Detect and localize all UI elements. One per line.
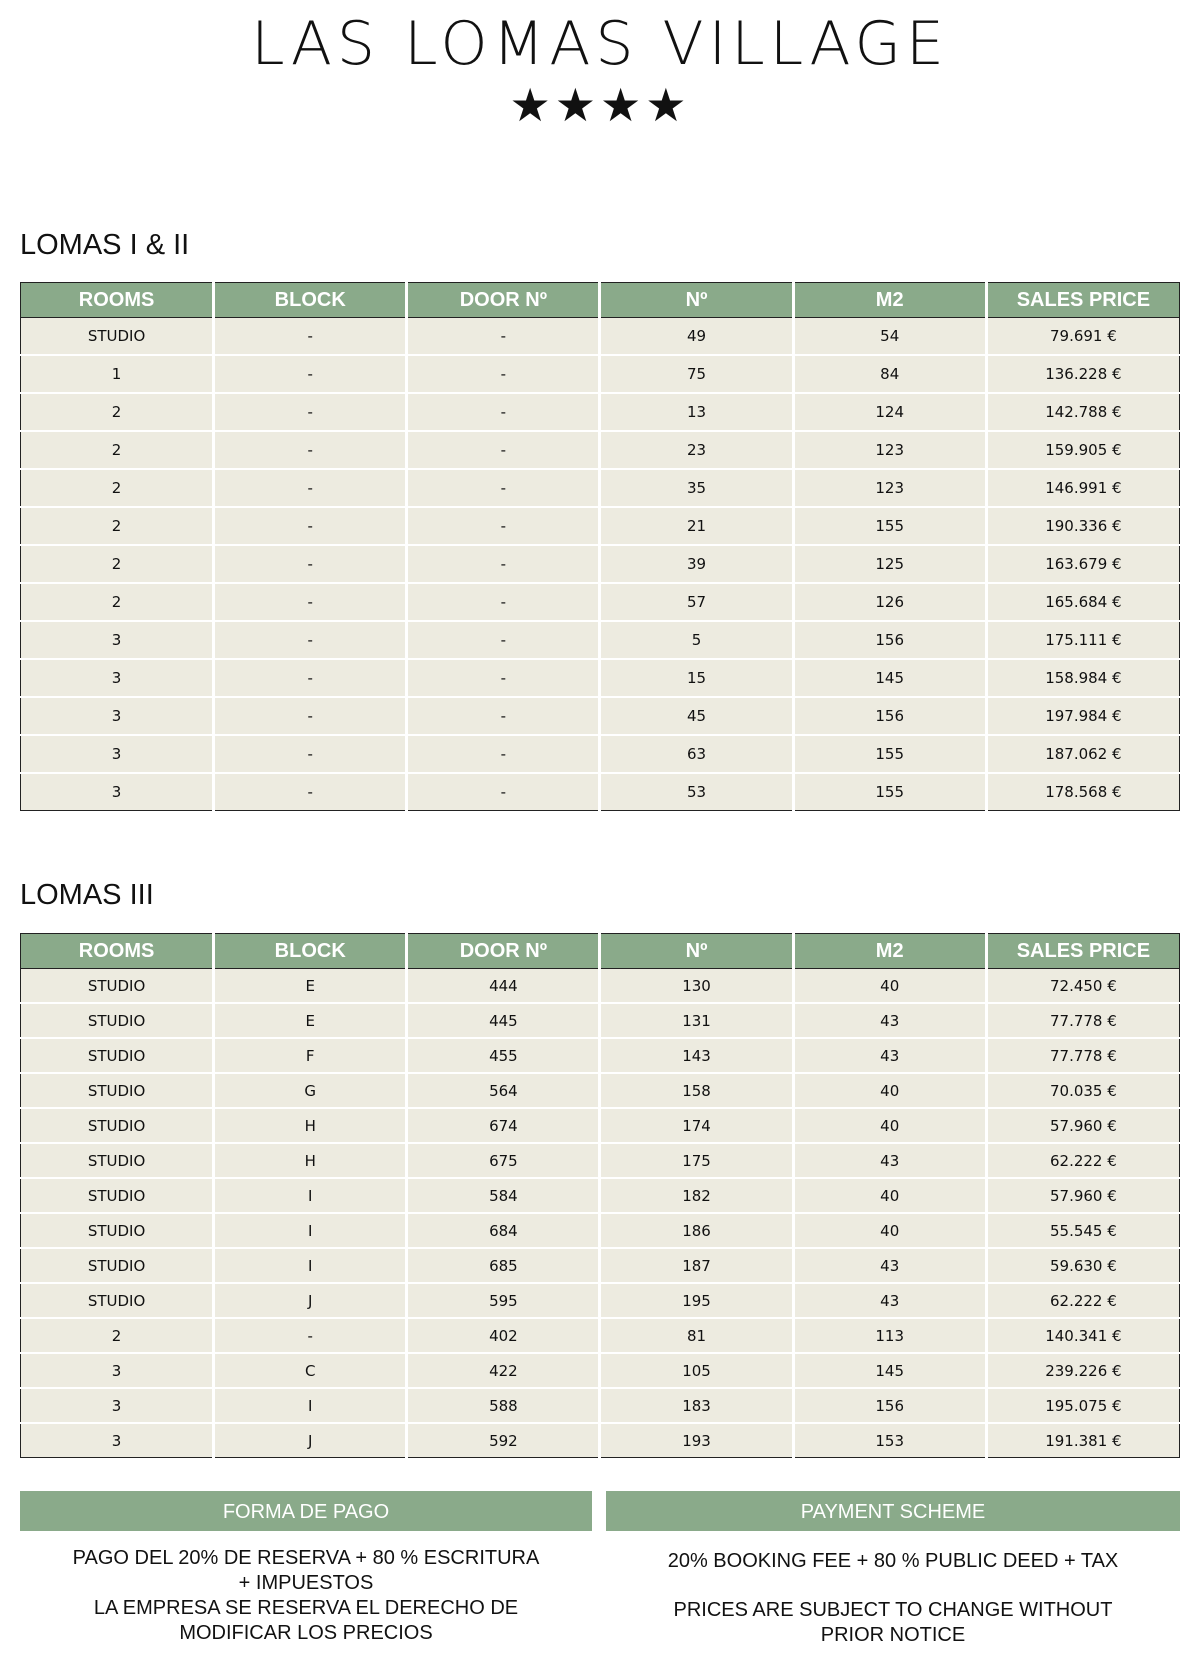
cell-sales-price: 79.691 € [986,318,1179,356]
cell-number: 187 [600,1248,793,1283]
payment-terms-es [20,1546,592,1646]
cell-sales-price: 72.450 € [986,969,1179,1004]
cell-rooms: 3 [21,1353,214,1388]
cell-sales-price: 175.111 € [986,621,1179,659]
cell-block: - [214,507,407,545]
cell-rooms: 2 [21,469,214,507]
cell-sales-price: 59.630 € [986,1248,1179,1283]
brand-title: LAS LOMAS VILLAGE [251,9,949,79]
cell-m2: 123 [793,431,986,469]
payment-terms-es-line: LA EMPRESA SE RESERVA EL DERECHO DE [93,1597,519,1619]
cell-rooms: STUDIO [21,318,214,356]
cell-m2: 43 [793,1248,986,1283]
table-header-row [21,283,1180,318]
cell-sales-price: 77.778 € [986,1038,1179,1073]
cell-number: 158 [600,1073,793,1108]
cell-door: 422 [407,1353,600,1388]
table-row [21,735,1180,773]
cell-m2: 155 [793,507,986,545]
cell-block: I [214,1388,407,1423]
cell-rooms: 1 [21,355,214,393]
table-row [21,1423,1180,1458]
table-row [21,1108,1180,1143]
table-row [21,659,1180,697]
cell-block: E [214,1003,407,1038]
cell-block: - [214,469,407,507]
cell-number: 49 [600,318,793,356]
table-row [21,1213,1180,1248]
cell-block: H [214,1108,407,1143]
column-header-m2: M2 [793,934,986,969]
table-row [21,697,1180,735]
cell-block: - [214,735,407,773]
table-row [21,507,1180,545]
table-row [21,545,1180,583]
cell-sales-price: 140.341 € [986,1318,1179,1353]
cell-door: - [407,735,600,773]
column-header-number: Nº [600,283,793,318]
cell-m2: 43 [793,1003,986,1038]
cell-door: 595 [407,1283,600,1318]
column-header-rooms: ROOMS [21,934,214,969]
cell-block: - [214,431,407,469]
cell-m2: 123 [793,469,986,507]
cell-m2: 156 [793,621,986,659]
cell-sales-price: 62.222 € [986,1283,1179,1318]
cell-block: I [214,1248,407,1283]
cell-m2: 113 [793,1318,986,1353]
cell-block: - [214,697,407,735]
payment-terms-en-line: PRIOR NOTICE [820,1624,966,1646]
table-row [21,469,1180,507]
cell-door: 675 [407,1143,600,1178]
cell-m2: 153 [793,1423,986,1458]
column-header-sales-price: SALES PRICE [986,934,1179,969]
payment-terms-es-line: PAGO DEL 20% DE RESERVA + 80 % ESCRITURA [72,1547,540,1569]
cell-rooms: STUDIO [21,1108,214,1143]
table-row [21,1143,1180,1178]
cell-number: 21 [600,507,793,545]
cell-door: - [407,355,600,393]
payment-heading-es: FORMA DE PAGO [20,1491,592,1531]
cell-door: 584 [407,1178,600,1213]
cell-number: 174 [600,1108,793,1143]
cell-rooms: STUDIO [21,1213,214,1248]
cell-m2: 145 [793,659,986,697]
cell-sales-price: 239.226 € [986,1353,1179,1388]
cell-number: 193 [600,1423,793,1458]
cell-m2: 40 [793,1178,986,1213]
table-body [21,318,1180,811]
cell-sales-price: 190.336 € [986,507,1179,545]
price-table-lomas-3 [20,933,1180,1458]
cell-number: 39 [600,545,793,583]
cell-m2: 125 [793,545,986,583]
cell-door: - [407,659,600,697]
cell-door: - [407,773,600,811]
table-row [21,969,1180,1004]
table-row [21,773,1180,811]
cell-m2: 156 [793,1388,986,1423]
cell-block: I [214,1213,407,1248]
cell-m2: 54 [793,318,986,356]
cell-door: 685 [407,1248,600,1283]
cell-block: F [214,1038,407,1073]
cell-number: 15 [600,659,793,697]
cell-door: 445 [407,1003,600,1038]
column-header-door: DOOR Nº [407,934,600,969]
cell-rooms: 3 [21,621,214,659]
cell-rooms: 3 [21,659,214,697]
cell-rooms: 3 [21,1423,214,1458]
cell-sales-price: 57.960 € [986,1178,1179,1213]
cell-door: 684 [407,1213,600,1248]
cell-block: - [214,1318,407,1353]
cell-rooms: STUDIO [21,1038,214,1073]
cell-door: - [407,697,600,735]
cell-rooms: STUDIO [21,1248,214,1283]
cell-block: I [214,1178,407,1213]
cell-number: 35 [600,469,793,507]
cell-rooms: 3 [21,1388,214,1423]
cell-m2: 155 [793,773,986,811]
table-row [21,1248,1180,1283]
cell-sales-price: 158.984 € [986,659,1179,697]
cell-m2: 43 [793,1143,986,1178]
table-body [21,969,1180,1458]
cell-number: 130 [600,969,793,1004]
cell-rooms: STUDIO [21,1073,214,1108]
cell-number: 183 [600,1388,793,1423]
cell-rooms: STUDIO [21,1143,214,1178]
cell-door: - [407,469,600,507]
cell-rooms: 2 [21,393,214,431]
cell-block: E [214,969,407,1004]
cell-sales-price: 136.228 € [986,355,1179,393]
cell-door: - [407,545,600,583]
column-header-rooms: ROOMS [21,283,214,318]
cell-block: - [214,355,407,393]
cell-sales-price: 163.679 € [986,545,1179,583]
cell-sales-price: 70.035 € [986,1073,1179,1108]
cell-block: C [214,1353,407,1388]
cell-block: G [214,1073,407,1108]
table-header-row [21,934,1180,969]
cell-door: 444 [407,969,600,1004]
cell-sales-price: 62.222 € [986,1143,1179,1178]
cell-sales-price: 187.062 € [986,735,1179,773]
cell-number: 5 [600,621,793,659]
table-row [21,355,1180,393]
column-header-m2: M2 [793,283,986,318]
payment-terms-es-line: + IMPUESTOS [238,1572,374,1594]
cell-rooms: 2 [21,545,214,583]
cell-sales-price: 197.984 € [986,697,1179,735]
table-row [21,1073,1180,1108]
cell-m2: 124 [793,393,986,431]
cell-number: 175 [600,1143,793,1178]
star-rating: ★★★★ [509,78,691,132]
cell-sales-price: 57.960 € [986,1108,1179,1143]
cell-door: 402 [407,1318,600,1353]
column-header-door: DOOR Nº [407,283,600,318]
cell-sales-price: 77.778 € [986,1003,1179,1038]
cell-door: - [407,431,600,469]
cell-number: 13 [600,393,793,431]
cell-rooms: 2 [21,1318,214,1353]
table-row [21,393,1180,431]
cell-number: 63 [600,735,793,773]
cell-block: J [214,1423,407,1458]
cell-block: - [214,621,407,659]
cell-rooms: 3 [21,697,214,735]
cell-number: 53 [600,773,793,811]
section-title-lomas-3: LOMAS III [20,879,154,911]
cell-number: 131 [600,1003,793,1038]
cell-door: - [407,583,600,621]
cell-door: 592 [407,1423,600,1458]
cell-m2: 40 [793,1073,986,1108]
column-header-block: BLOCK [214,283,407,318]
cell-door: - [407,393,600,431]
cell-number: 23 [600,431,793,469]
cell-rooms: STUDIO [21,969,214,1004]
payment-terms-en [606,1549,1180,1648]
cell-door: 674 [407,1108,600,1143]
cell-m2: 40 [793,1108,986,1143]
cell-rooms: 2 [21,583,214,621]
section-title-lomas-1-2: LOMAS I & II [20,229,190,261]
cell-number: 182 [600,1178,793,1213]
cell-door: 588 [407,1388,600,1423]
cell-rooms: 2 [21,507,214,545]
cell-sales-price: 191.381 € [986,1423,1179,1458]
table-row [21,1038,1180,1073]
cell-m2: 156 [793,697,986,735]
cell-number: 81 [600,1318,793,1353]
cell-block: - [214,773,407,811]
cell-rooms: 3 [21,773,214,811]
cell-number: 105 [600,1353,793,1388]
table-row [21,583,1180,621]
cell-m2: 84 [793,355,986,393]
table-row [21,621,1180,659]
cell-number: 75 [600,355,793,393]
table-row [21,318,1180,356]
column-header-number: Nº [600,934,793,969]
cell-sales-price: 165.684 € [986,583,1179,621]
cell-number: 45 [600,697,793,735]
cell-block: - [214,659,407,697]
cell-block: - [214,545,407,583]
cell-door: - [407,621,600,659]
payment-terms-en-line: 20% BOOKING FEE + 80 % PUBLIC DEED + TAX [667,1550,1119,1572]
cell-number: 57 [600,583,793,621]
cell-block: - [214,318,407,356]
payment-terms-es-line: MODIFICAR LOS PRECIOS [179,1622,433,1644]
brand-header [0,8,1200,130]
cell-m2: 40 [793,1213,986,1248]
table-row [21,1318,1180,1353]
cell-block: - [214,583,407,621]
cell-rooms: STUDIO [21,1003,214,1038]
table-row [21,431,1180,469]
cell-sales-price: 195.075 € [986,1388,1179,1423]
table-row [21,1388,1180,1423]
cell-m2: 145 [793,1353,986,1388]
cell-number: 186 [600,1213,793,1248]
cell-m2: 43 [793,1283,986,1318]
table-row [21,1353,1180,1388]
table-row [21,1178,1180,1213]
cell-block: H [214,1143,407,1178]
cell-sales-price: 55.545 € [986,1213,1179,1248]
payment-terms-en-line: PRICES ARE SUBJECT TO CHANGE WITHOUT [673,1599,1113,1621]
cell-sales-price: 146.991 € [986,469,1179,507]
cell-sales-price: 178.568 € [986,773,1179,811]
cell-number: 195 [600,1283,793,1318]
cell-rooms: 2 [21,431,214,469]
cell-door: - [407,318,600,356]
cell-m2: 40 [793,969,986,1004]
cell-door: 455 [407,1038,600,1073]
cell-rooms: STUDIO [21,1178,214,1213]
column-header-block: BLOCK [214,934,407,969]
cell-m2: 155 [793,735,986,773]
cell-number: 143 [600,1038,793,1073]
price-table-lomas-1-2 [20,282,1180,811]
cell-door: - [407,507,600,545]
cell-m2: 43 [793,1038,986,1073]
cell-rooms: STUDIO [21,1283,214,1318]
payment-heading-en: PAYMENT SCHEME [606,1491,1180,1531]
cell-sales-price: 159.905 € [986,431,1179,469]
table-row [21,1003,1180,1038]
column-header-sales-price: SALES PRICE [986,283,1179,318]
cell-door: 564 [407,1073,600,1108]
cell-rooms: 3 [21,735,214,773]
table-row [21,1283,1180,1318]
cell-sales-price: 142.788 € [986,393,1179,431]
cell-block: J [214,1283,407,1318]
cell-m2: 126 [793,583,986,621]
cell-block: - [214,393,407,431]
